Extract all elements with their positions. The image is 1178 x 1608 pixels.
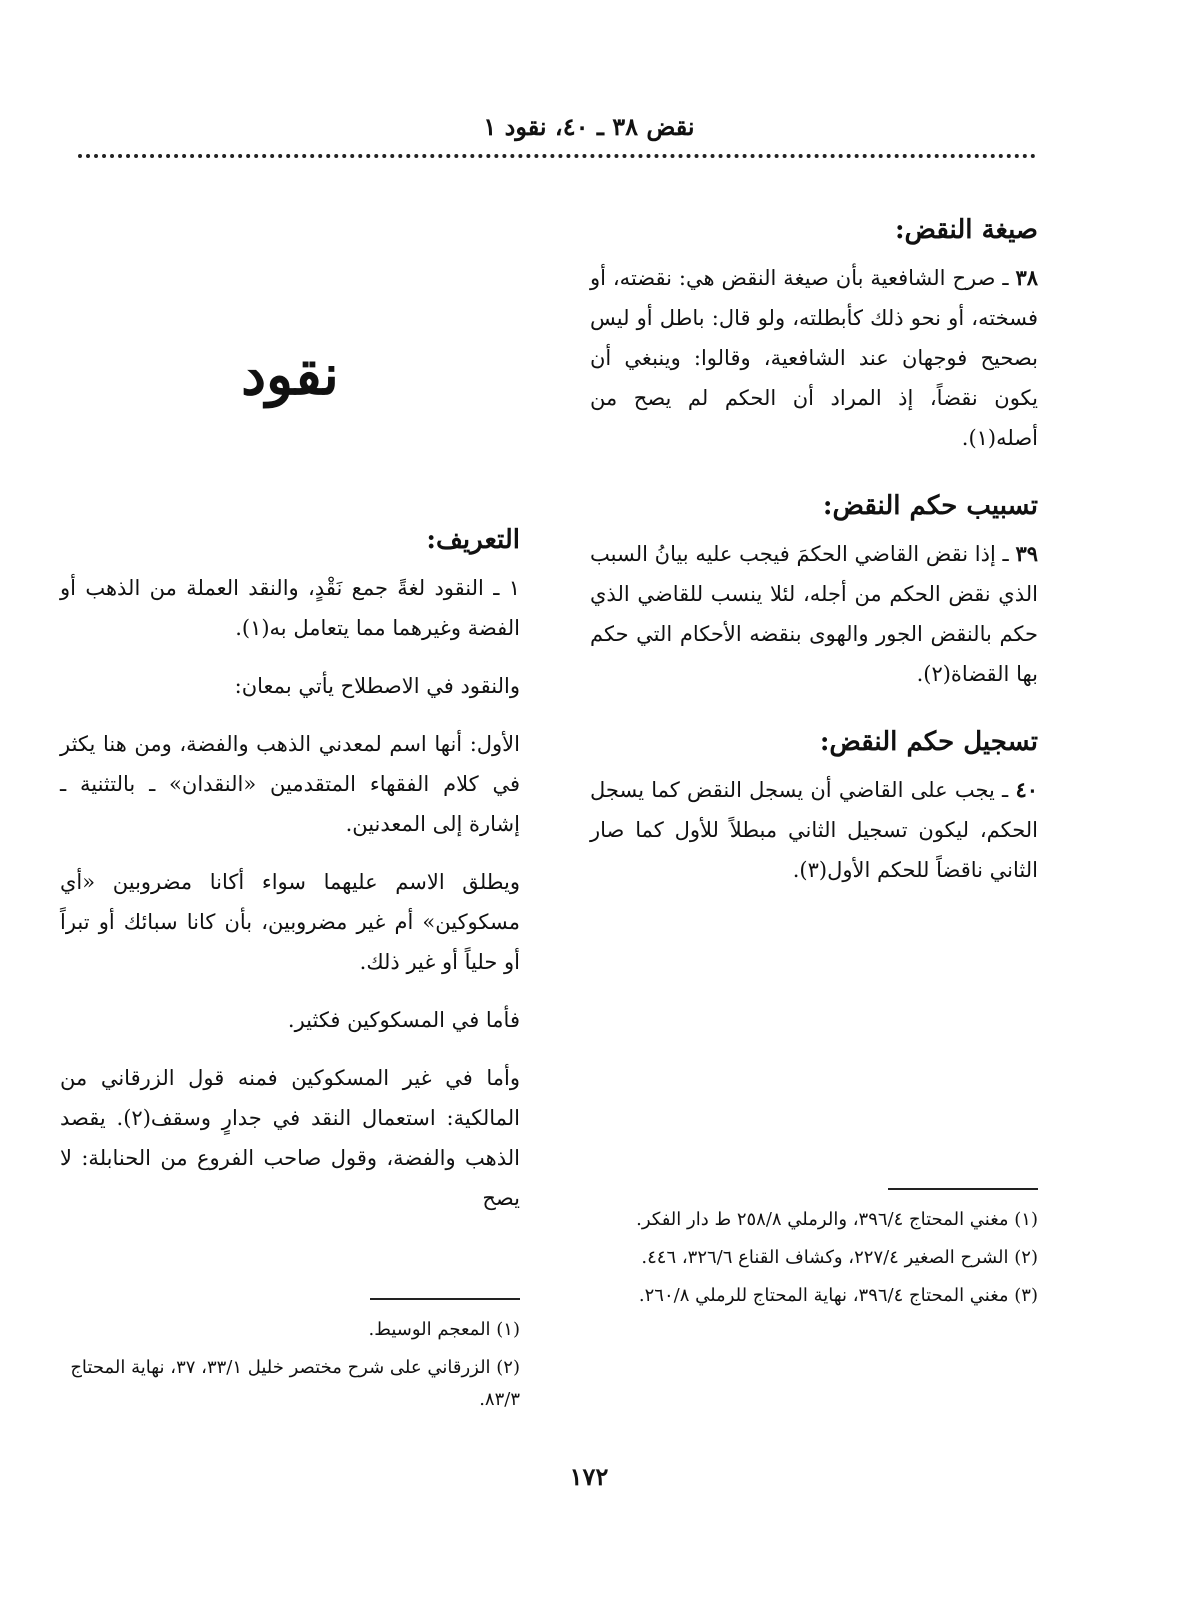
left-footnotes [60, 1298, 520, 1422]
page-number: ١٧٢ [569, 1462, 609, 1491]
section-paragraph [590, 534, 1038, 694]
paragraph: والنقود في الاصطلاح يأتي بمعان: [234, 674, 520, 698]
footnote: (٢) الزرقاني على شرح مختصر خليل ٣٣/١، ٣٧، نهاية المحتاج ٨٣/٣. [70, 1357, 520, 1410]
section-heading: تسبيب حكم النقض: [822, 491, 1038, 521]
paragraph-text: ـ صرح الشافعية بأن صيغة النقض هي: نقضته، أو فسخته، أو نحو ذلك كأبطلته، ولو قال: باطل أو ليس بصحيح فوجهان عند الشافعية، وقالوا: وينبغي أن يكون نقضاً، إذ المراد أن الحكم لم يصح من أصله(١). [590, 266, 1038, 450]
section-paragraph [590, 770, 1038, 890]
article-title: نقود [241, 342, 339, 408]
section-heading: التعريف: [426, 525, 520, 555]
section-naqd-reasoning [590, 486, 1038, 694]
paragraph-number: ٣٨ [1015, 265, 1038, 290]
right-footnotes [590, 1188, 1038, 1318]
paragraph: فأما في المسكوكين فكثير. [287, 1008, 520, 1032]
right-column [590, 210, 1038, 918]
footnote: (٣) مغني المحتاج ٣٩٦/٤، نهاية المحتاج للرملي ٢٦٠/٨. [638, 1285, 1038, 1306]
paragraph-number: ٣٩ [1015, 541, 1038, 566]
paragraph-number: ٤٠ [1015, 777, 1038, 802]
header-dotted-rule [78, 154, 1036, 158]
paragraph: وأما في غير المسكوكين فمنه قول الزرقاني من المالكية: استعمال النقد في جدارٍ وسقف(٢). يقصد الذهب والفضة، وقول صاحب الفروع من الحنابلة: لا يصح [60, 1066, 520, 1210]
paragraph-text: ـ إذا نقض القاضي الحكمَ فيجب عليه بيانُ السبب الذي نقض الحكم من أجله، لئلا ينسب للقاضي الذي حكم بالنقض الجور والهوى بنقضه الأحكام التي حكم بها القضاة(٢). [590, 542, 1038, 686]
footnote-separator [888, 1188, 1038, 1190]
paragraph: ١ ـ النقود لغةً جمع نَقْدٍ، والنقد العملة من الذهب أو الفضة وغيرهما مما يتعامل به(١). [60, 576, 520, 640]
running-head: نقض ٣٨ ـ ٤٠، نقود ١ [483, 112, 695, 141]
section-paragraph [590, 258, 1038, 458]
footnote: (١) المعجم الوسيط. [368, 1319, 520, 1340]
footnote: (٢) الشرح الصغير ٢٢٧/٤، وكشاف القناع ٣٢٦/٦، ٤٤٦. [641, 1247, 1038, 1268]
paragraph-text: ـ يجب على القاضي أن يسجل النقض كما يسجل الحكم، ليكون تسجيل الثاني مبطلاً للأول كما صار الثاني ناقضاً للحكم الأول(٣). [590, 778, 1038, 882]
paragraph: ويطلق الاسم عليهما سواء أكانا مضروبين «أي مسكوكين» أم غير مضروبين، بأن كانا سبائك أو تبراً أو حلياً أو غير ذلك. [60, 870, 520, 974]
footnote: (١) مغني المحتاج ٣٩٦/٤، والرملي ٢٥٨/٨ ط دار الفكر. [636, 1209, 1038, 1230]
section-heading: صيغة النقض: [894, 215, 1038, 245]
section-naqd-formula [590, 210, 1038, 458]
paragraph: الأول: أنها اسم لمعدني الذهب والفضة، ومن هنا يكثر في كلام الفقهاء المتقدمين «النقدان» ـ بالتثنية ـ إشارة إلى المعدنين. [60, 732, 520, 836]
footnote-separator [370, 1298, 520, 1300]
section-heading: تسجيل حكم النقض: [819, 727, 1038, 757]
section-naqd-registration [590, 722, 1038, 890]
left-column [60, 340, 520, 1218]
